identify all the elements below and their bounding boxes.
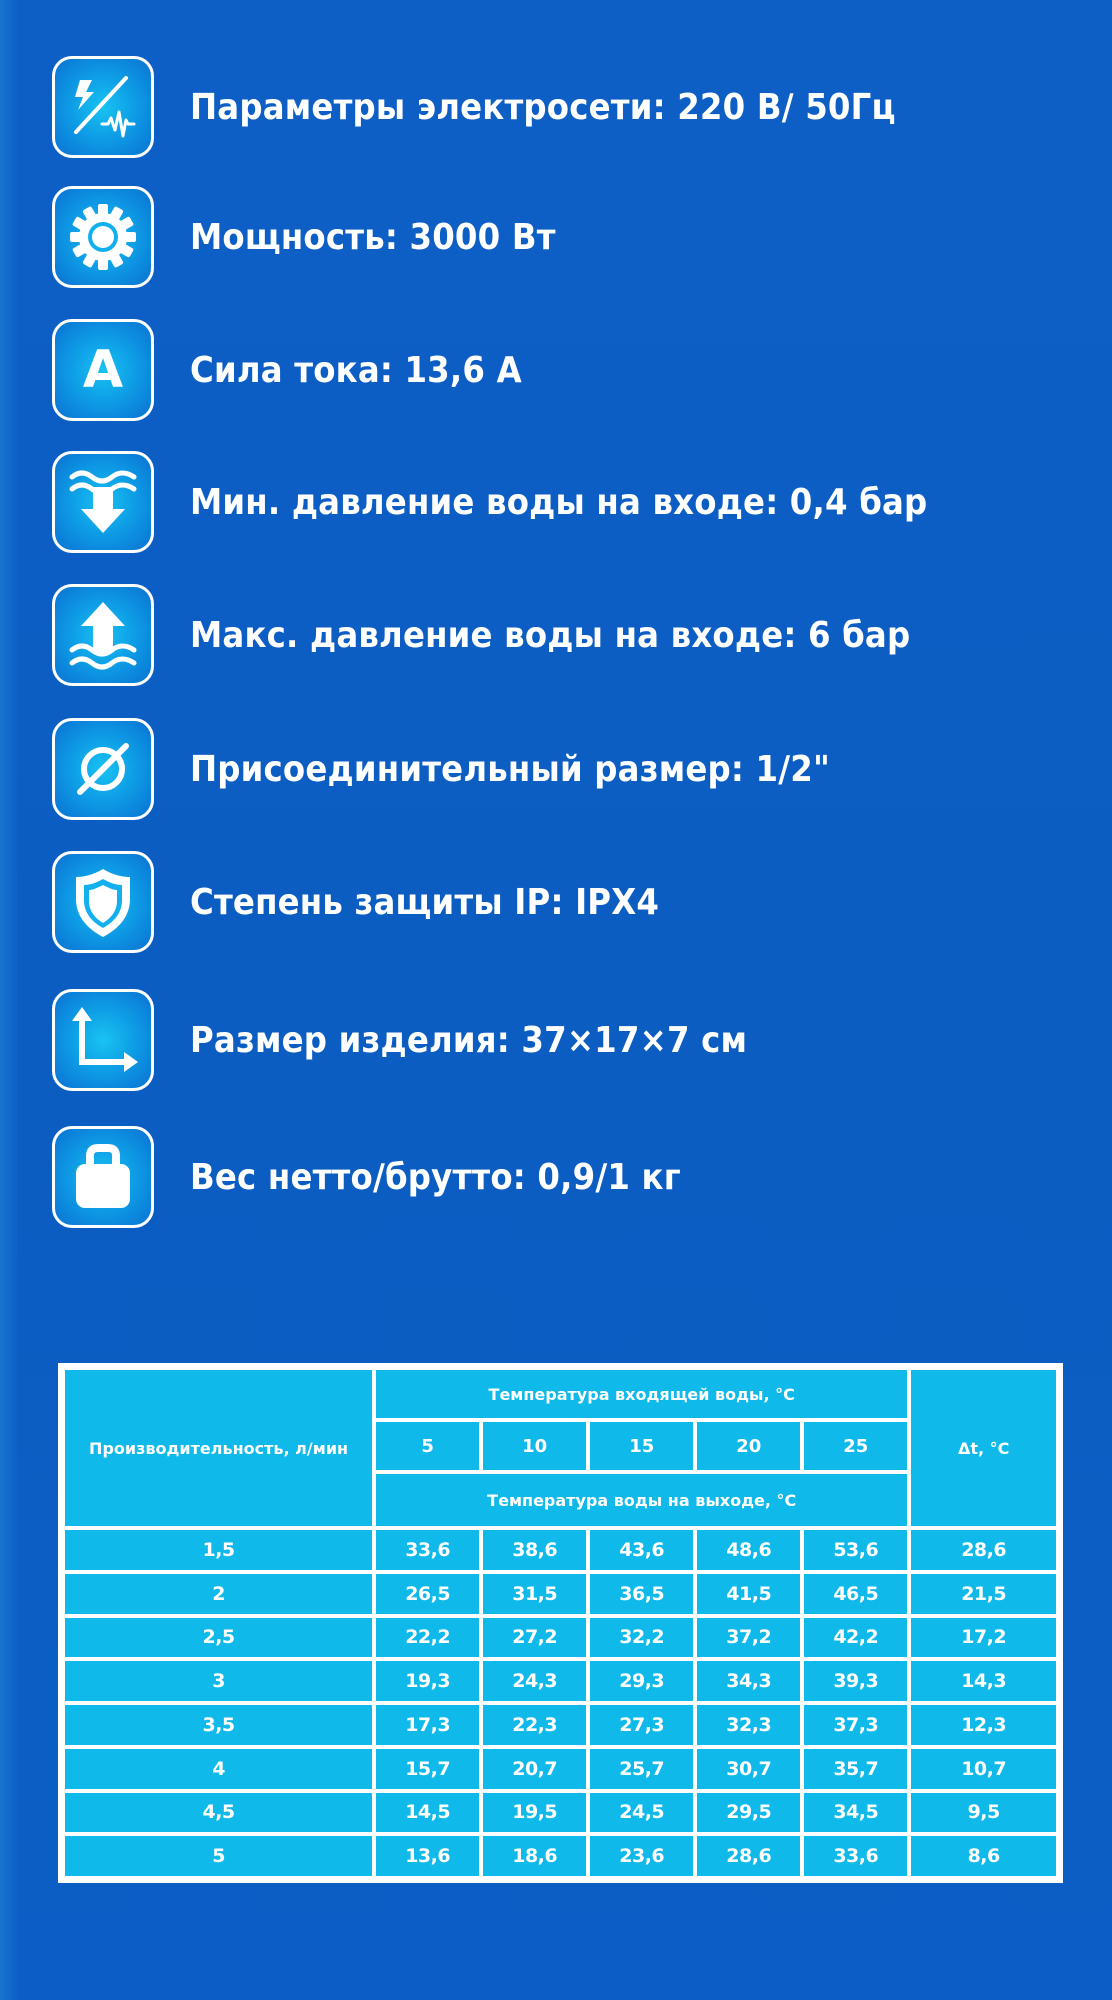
header-inlet-temp: Температура входящей воды, °С bbox=[376, 1370, 907, 1418]
temp-cell: 32,3 bbox=[697, 1705, 800, 1745]
temp-cell: 48,6 bbox=[697, 1530, 800, 1570]
temp-cell: 19,5 bbox=[483, 1793, 586, 1833]
temp-cell: 34,3 bbox=[697, 1661, 800, 1701]
ampere-glyph: A bbox=[82, 340, 124, 400]
flow-cell: 3 bbox=[65, 1661, 372, 1701]
spec-item-protection bbox=[52, 847, 1092, 957]
temp-cell: 27,2 bbox=[483, 1618, 586, 1658]
temp-cell: 22,3 bbox=[483, 1705, 586, 1745]
dimensions-icon bbox=[52, 989, 154, 1091]
temp-cell: 42,2 bbox=[804, 1618, 907, 1658]
temp-cell: 26,5 bbox=[376, 1574, 479, 1614]
weight-icon bbox=[52, 1126, 154, 1228]
temp-cell: 23,6 bbox=[590, 1836, 693, 1876]
max-pressure-icon bbox=[52, 584, 154, 686]
temp-cell: 13,6 bbox=[376, 1836, 479, 1876]
temp-cell: 36,5 bbox=[590, 1574, 693, 1614]
flow-cell: 5 bbox=[65, 1836, 372, 1876]
table-row bbox=[65, 1661, 1056, 1701]
temp-cell: 28,6 bbox=[697, 1836, 800, 1876]
table-row bbox=[65, 1793, 1056, 1833]
temp-cell: 14,5 bbox=[376, 1793, 479, 1833]
temp-cell: 17,3 bbox=[376, 1705, 479, 1745]
temp-cell: 20,7 bbox=[483, 1749, 586, 1789]
temp-cell: 43,6 bbox=[590, 1530, 693, 1570]
temp-cell: 18,6 bbox=[483, 1836, 586, 1876]
spec-label: Степень защиты IP: IPX4 bbox=[190, 881, 660, 923]
inlet-temp-value: 25 bbox=[804, 1422, 907, 1470]
ampere-icon bbox=[52, 319, 154, 421]
inlet-temp-value: 20 bbox=[697, 1422, 800, 1470]
temp-cell: 33,6 bbox=[376, 1530, 479, 1570]
temp-cell: 32,2 bbox=[590, 1618, 693, 1658]
spec-item-weight bbox=[52, 1122, 1092, 1232]
temp-cell: 37,2 bbox=[697, 1618, 800, 1658]
spec-label: Мин. давление воды на входе: 0,4 бар bbox=[190, 481, 928, 523]
delta-cell: 14,3 bbox=[911, 1661, 1056, 1701]
table-row bbox=[65, 1530, 1056, 1570]
temp-cell: 39,3 bbox=[804, 1661, 907, 1701]
temp-cell: 53,6 bbox=[804, 1530, 907, 1570]
header-outlet-temp: Температура воды на выходе, °С bbox=[376, 1474, 907, 1526]
power-grid-icon bbox=[52, 56, 154, 158]
shield-icon bbox=[52, 851, 154, 953]
temp-cell: 33,6 bbox=[804, 1836, 907, 1876]
inlet-temp-value: 10 bbox=[483, 1422, 586, 1470]
temp-cell: 30,7 bbox=[697, 1749, 800, 1789]
spec-label: Сила тока: 13,6 А bbox=[190, 349, 522, 391]
temp-cell: 24,5 bbox=[590, 1793, 693, 1833]
flow-cell: 2,5 bbox=[65, 1618, 372, 1658]
temp-cell: 24,3 bbox=[483, 1661, 586, 1701]
spec-item-min-pressure bbox=[52, 447, 1092, 557]
temp-cell: 25,7 bbox=[590, 1749, 693, 1789]
table-row bbox=[65, 1749, 1056, 1789]
temp-cell: 29,3 bbox=[590, 1661, 693, 1701]
table-row bbox=[65, 1618, 1056, 1658]
min-pressure-icon bbox=[52, 451, 154, 553]
spec-item-power-grid bbox=[52, 52, 1092, 162]
spec-item-current bbox=[52, 315, 1092, 425]
delta-cell: 17,2 bbox=[911, 1618, 1056, 1658]
spec-label: Вес нетто/брутто: 0,9/1 кг bbox=[190, 1156, 681, 1198]
temp-cell: 19,3 bbox=[376, 1661, 479, 1701]
temp-cell: 22,2 bbox=[376, 1618, 479, 1658]
delta-cell: 10,7 bbox=[911, 1749, 1056, 1789]
diameter-icon bbox=[52, 718, 154, 820]
flow-cell: 4,5 bbox=[65, 1793, 372, 1833]
table-row bbox=[65, 1705, 1056, 1745]
temp-cell: 29,5 bbox=[697, 1793, 800, 1833]
header-delta: Δt, °С bbox=[911, 1370, 1056, 1526]
delta-cell: 9,5 bbox=[911, 1793, 1056, 1833]
table-row bbox=[65, 1574, 1056, 1614]
temp-cell: 31,5 bbox=[483, 1574, 586, 1614]
spec-item-connection bbox=[52, 714, 1092, 824]
temp-cell: 37,3 bbox=[804, 1705, 907, 1745]
temp-cell: 46,5 bbox=[804, 1574, 907, 1614]
spec-label: Параметры электросети: 220 В/ 50Гц bbox=[190, 86, 896, 128]
spec-item-power bbox=[52, 182, 1092, 292]
delta-cell: 12,3 bbox=[911, 1705, 1056, 1745]
temp-cell: 41,5 bbox=[697, 1574, 800, 1614]
delta-cell: 21,5 bbox=[911, 1574, 1056, 1614]
temp-cell: 38,6 bbox=[483, 1530, 586, 1570]
temp-cell: 34,5 bbox=[804, 1793, 907, 1833]
spec-label: Мощность: 3000 Вт bbox=[190, 216, 556, 258]
spec-label: Размер изделия: 37×17×7 см bbox=[190, 1019, 748, 1061]
spec-label: Присоединительный размер: 1/2" bbox=[190, 748, 831, 790]
delta-cell: 28,6 bbox=[911, 1530, 1056, 1570]
inlet-temp-value: 15 bbox=[590, 1422, 693, 1470]
inlet-temp-value: 5 bbox=[376, 1422, 479, 1470]
temp-cell: 35,7 bbox=[804, 1749, 907, 1789]
header-capacity: Производительность, л/мин bbox=[65, 1370, 372, 1526]
flow-cell: 1,5 bbox=[65, 1530, 372, 1570]
gear-icon bbox=[52, 186, 154, 288]
spec-label: Макс. давление воды на входе: 6 бар bbox=[190, 614, 911, 656]
performance-table bbox=[58, 1363, 1063, 1883]
spec-item-max-pressure bbox=[52, 580, 1092, 690]
spec-item-dimensions bbox=[52, 985, 1092, 1095]
flow-cell: 3,5 bbox=[65, 1705, 372, 1745]
flow-cell: 4 bbox=[65, 1749, 372, 1789]
temp-cell: 15,7 bbox=[376, 1749, 479, 1789]
table-row bbox=[65, 1836, 1056, 1876]
temp-cell: 27,3 bbox=[590, 1705, 693, 1745]
delta-cell: 8,6 bbox=[911, 1836, 1056, 1876]
flow-cell: 2 bbox=[65, 1574, 372, 1614]
box-edge bbox=[0, 0, 18, 2000]
